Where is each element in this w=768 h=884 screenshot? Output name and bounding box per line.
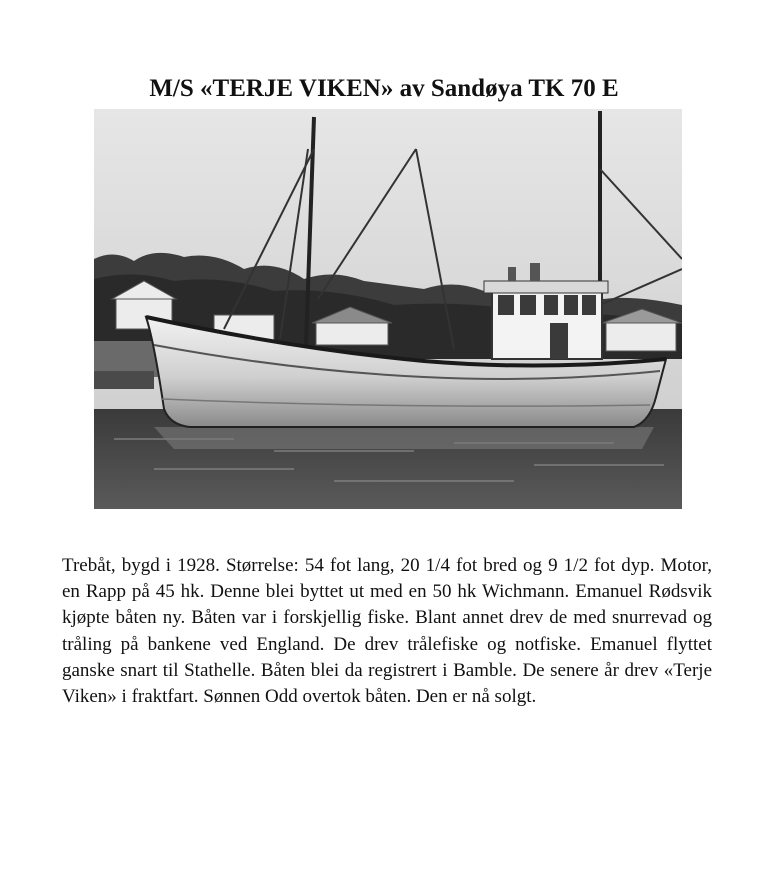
boat-photo	[94, 109, 682, 509]
description-paragraph: Trebåt, bygd i 1928. Størrelse: 54 fot lang, 20 1/4 fot bred og 9 1/2 fot dyp. Motor, en Rapp på 45 hk. Denne blei byttet ut med en 50 hk Wichmann. Emanuel Rødsvik kjøpte båten ny. Båten var i forskjellig fiske. Blant annet drev de med snurrevad og tråling på bankene ved England. De drev trålefiske og notfiske. Emanuel flyttet ganske snart til Stathelle. Båten blei da registrert i Bamble. De senere år drev «Terje Viken» i fraktfart. Sønnen Odd overtok båten. Den er nå solgt.	[62, 555, 712, 708]
page-title: M/S «TERJE VIKEN» av Sandøya TK 70 E	[149, 74, 619, 102]
boat-photo-image	[94, 109, 682, 509]
